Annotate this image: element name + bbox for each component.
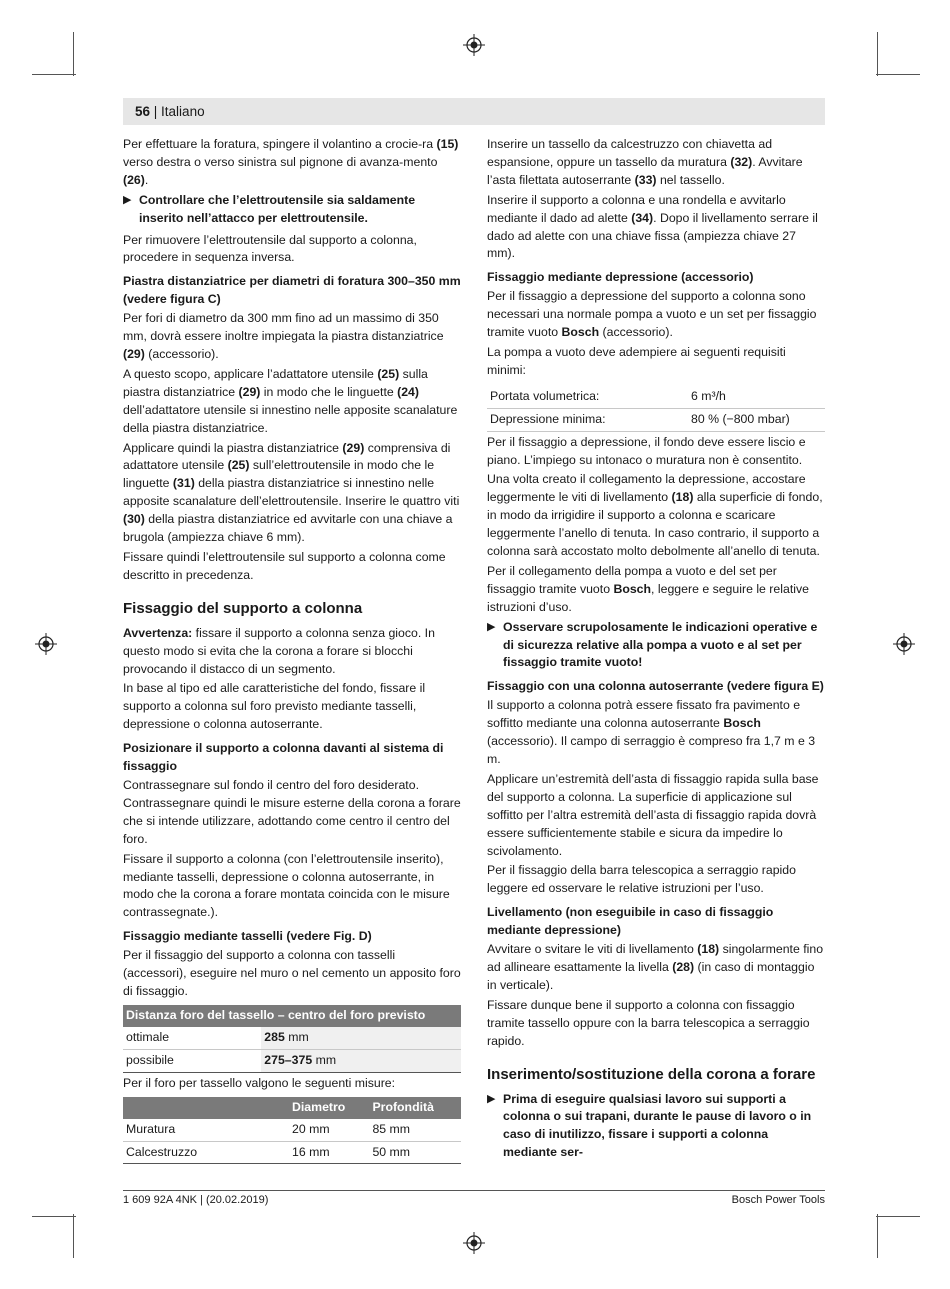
arrow-right-icon: ▶ [123, 193, 132, 206]
distance-table [123, 1005, 461, 1073]
table-cell: Calcestruzzo [123, 1141, 289, 1164]
paragraph: La pompa a vuoto deve adempiere ai seguenti requisiti minimi: [487, 344, 786, 377]
crop-mark [32, 1216, 76, 1217]
footer-divider [123, 1190, 825, 1191]
paragraph: In base al tipo ed alle caratteristiche del fondo, fissare il supporto a colonna sul foro previsto mediante tasselli, depressione o colonna autoserrante. [123, 681, 426, 732]
paragraph: Inserire un tassello da calcestruzzo con chiavetta ad espansione, oppure un tassello da muratura (32). Avvitare l’asta filettata autoserrante (33) nel tassello. [487, 137, 803, 187]
crop-mark [877, 1214, 878, 1258]
table-cell: Portata volumetrica: [487, 386, 688, 408]
table-cell: 285 mm [261, 1027, 461, 1049]
paragraph: A questo scopo, applicare l’adattatore utensile (25) sulla piastra distanziatrice (29) in modo che le linguette (24) dell’adattatore utensile si innestino nelle apposite scanalature della piastra distanziatrice. [123, 366, 458, 435]
table-cell: 20 mm [289, 1119, 369, 1141]
table-cell: Muratura [123, 1119, 289, 1141]
paragraph: Contrassegnare sul fondo il centro del foro desiderato. Contrassegnare quindi le misure esterne della corona a forare che si intende utilizzare, adottando come centro il centro del foro. [123, 778, 461, 846]
table-header [123, 1097, 289, 1119]
paragraph: Fissare dunque bene il supporto a colonna con fissaggio tramite tassello oppure con la barra telescopica a serraggio rapido. [487, 997, 810, 1048]
crop-mark [73, 32, 74, 76]
warning-bullet: ▶ Prima di eseguire qualsiasi lavoro sui supporti a colonna o sui trapani, durante le pause di lavoro o in caso di inutilizzo, fissare i supporti a colonna mediante ser- [487, 1091, 812, 1160]
language-label: Italiano [161, 104, 205, 119]
left-column [123, 136, 461, 1166]
paragraph: Il supporto a colonna potrà essere fissato fra pavimento e soffitto mediante una colonna autoserrante Bosch (accessorio). Il campo di serraggio è compreso fra 1,7 m e 3 m. [487, 698, 816, 766]
paragraph: Inserire il supporto a colonna e una rondella e avvitarlo mediante il dado ad alette (34). Dopo il livellamento serrare il dado ad alette con una chiave fissa (ampiezza chiave 27 mm). [487, 192, 818, 261]
table-header: Profondità [369, 1097, 461, 1119]
section-title: Inserimento/sostituzione della corona a forare [487, 1065, 816, 1083]
table-cell: 275–375 mm [261, 1049, 461, 1072]
paragraph: Per il fissaggio della barra telescopica a serraggio rapido leggere ed osservare le relative istruzioni per l’uso. [487, 863, 796, 896]
header-bar [123, 98, 825, 125]
table-header: Distanza foro del tassello – centro del foro previsto [123, 1005, 461, 1027]
registration-mark-icon [35, 633, 57, 655]
section-heading: Fissaggio con una colonna autoserrante (vedere figura E) [487, 679, 824, 694]
paragraph: Per il collegamento della pompa a vuoto e del set per fissaggio tramite vuoto Bosch, leggere e seguire le relative istruzioni d’uso. [487, 563, 809, 614]
table-row [123, 1049, 461, 1072]
table-cell: ottimale [123, 1027, 261, 1049]
crop-mark [877, 32, 878, 76]
crop-mark [876, 1216, 920, 1217]
table-row [123, 1119, 461, 1141]
hole-dimensions-table [123, 1097, 461, 1165]
table-row [123, 1141, 461, 1164]
section-title: Fissaggio del supporto a colonna [123, 599, 363, 617]
table-cell: 85 mm [369, 1119, 461, 1141]
paragraph: Per effettuare la foratura, spingere il volantino a crocie-ra (15) verso destra o verso sinistra sul pignone di avanza-mento (26). [123, 137, 459, 187]
right-column [487, 136, 825, 1166]
crop-mark [73, 1214, 74, 1258]
table-header: Diametro [289, 1097, 369, 1119]
table-cell: 16 mm [289, 1141, 369, 1164]
paragraph: Avvitare o svitare le viti di livellamento (18) singolarmente fino ad allineare esattamente la livella (28) (in caso di montaggio in verticale). [487, 942, 824, 992]
warning-bullet: ▶ Osservare scrupolosamente le indicazioni operative e di sicurezza relative alla pompa a vuoto e al set per fissaggio tramite vuoto! [487, 619, 818, 670]
document-code: 1 609 92A 4NK | (20.02.2019) [123, 1194, 269, 1206]
paragraph: Per rimuovere l’elettroutensile dal supporto a colonna, procedere in sequenza inversa. [123, 232, 417, 265]
page-number: 56 [135, 104, 151, 119]
table-cell: 6 m³/h [688, 386, 825, 408]
table-cell: Depressione minima: [487, 408, 688, 431]
paragraph: Fissare il supporto a colonna (con l’elettroutensile inserito), mediante tasselli, depressione o colonna autoserrante, in modo che la corona a forare montata coincida con le misure contrassegnate.). [123, 851, 450, 920]
arrow-right-icon: ▶ [487, 1092, 496, 1105]
brand-footer: Bosch Power Tools [731, 1194, 825, 1206]
table-row [123, 1027, 461, 1049]
table-row [487, 386, 825, 408]
registration-mark-icon [893, 633, 915, 655]
page-header: 56 | Italiano [135, 104, 205, 119]
crop-mark [876, 74, 920, 75]
paragraph: Applicare quindi la piastra distanziatrice (29) comprensiva di adattatore utensile (25) sull’elettroutensile in modo che le linguette (31) della piastra distanziatrice si innestino nelle apposite scanalature dell’elettroutensile. Inserire le quattro viti (30) della piastra distanziatrice ed avvitarle con una chiave a brugola (ampiezza chiave 6 mm). [123, 440, 460, 545]
section-heading: Livellamento (non eseguibile in caso di fissaggio mediante depressione) [487, 905, 774, 938]
section-heading: Fissaggio mediante depressione (accessorio) [487, 270, 754, 285]
table-cell: 80 % (−800 mbar) [688, 408, 825, 431]
paragraph: Per fori di diametro da 300 mm fino ad un massimo di 350 mm, dovrà essere inoltre impiegata la piastra distanziatrice (29) (accessorio). [123, 311, 444, 361]
paragraph: Avvertenza: fissare il supporto a colonna senza gioco. In questo modo si evita che la corona a forare si blocchi provocando il distacco di un segmento. [123, 625, 435, 676]
registration-mark-icon [463, 34, 485, 56]
registration-mark-icon [463, 1232, 485, 1254]
paragraph: Per il fissaggio a depressione, il fondo deve essere liscio e piano. L’impiego su intonaco o muratura non è consentito. [487, 434, 806, 467]
paragraph: Una volta creato il collegamento la depressione, accostare leggermente le viti di livellamento (18) alla superficie di fondo, in modo da irrigidire il supporto a colonna e scaricare leggermente l’anello di tenuta. In caso contrario, il supporto a colonna sarà accostato molto debolmente all’anello di tenuta. [487, 472, 823, 559]
requirements-table [487, 386, 825, 432]
paragraph: Applicare un’estremità dell’asta di fissaggio rapida sulla base del supporto a colonna. La superficie di applicazione sul soffitto per l’altra estremità dell’asta di fissaggio rapida dovrà essere sufficientemente stabile e sicura da impedire lo scivolamento. [487, 771, 819, 858]
paragraph: Per il fissaggio del supporto a colonna con tasselli (accessori), eseguire nel muro o nel cemento un apposito foro di fissaggio. [123, 948, 461, 998]
section-heading: Piastra distanziatrice per diametri di foratura 300–350 mm (vedere figura C) [123, 274, 461, 307]
paragraph: Per il fissaggio a depressione del supporto a colonna sono necessari una normale pompa a vuoto e un set per fissaggio tramite vuoto Bosch (accessorio). [487, 289, 817, 340]
table-cell: possibile [123, 1049, 261, 1072]
arrow-right-icon: ▶ [487, 620, 496, 633]
table-cell: 50 mm [369, 1141, 461, 1164]
paragraph: Per il foro per tassello valgono le seguenti misure: [123, 1075, 396, 1090]
warning-bullet: ▶ Controllare che l’elettroutensile sia saldamente inserito nell’attacco per elettroutensile. [123, 192, 416, 225]
section-heading: Fissaggio mediante tasselli (vedere Fig. D) [123, 929, 372, 944]
paragraph: Fissare quindi l’elettroutensile sul supporto a colonna come descritto in precedenza. [123, 549, 446, 582]
table-row [487, 408, 825, 431]
section-heading: Posizionare il supporto a colonna davanti al sistema di fissaggio [123, 741, 444, 774]
crop-mark [32, 74, 76, 75]
